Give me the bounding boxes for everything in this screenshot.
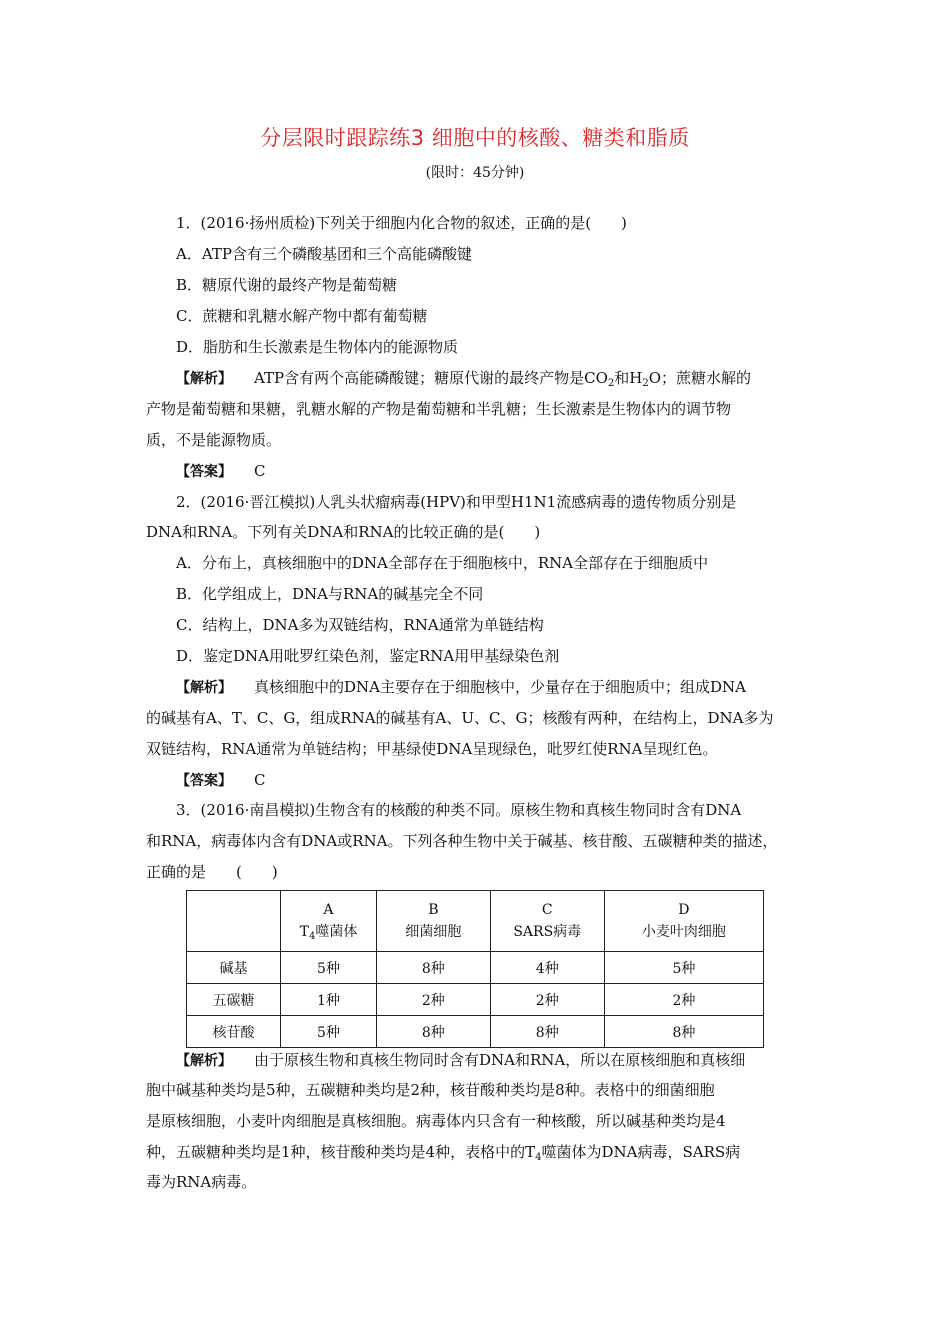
q1-option-a: A．ATP含有三个磷酸基团和三个高能磷酸键 (176, 245, 472, 263)
q3-stem: 和RNA，病毒体内含有DNA或RNA。下列各种生物中关于碱基、核苷酸、五碳糖种类的描述， (146, 832, 778, 850)
table-header-cell: A $T_4$噬菌体 (281, 891, 377, 952)
table-cell: 4种 (490, 952, 604, 984)
q2-option-a: A．分布上，真核细胞中的DNA全部存在于细胞核中，RNA全部存在于细胞质中 (176, 554, 709, 572)
q3-analysis-line: 胞中碱基种类均是5种，五碳糖种类均是2种，核苷酸种类均是8种。表格中的细菌细胞 (146, 1081, 715, 1099)
table-cell: 8种 (604, 1016, 763, 1048)
table-cell: 8种 (376, 952, 490, 984)
row-label: 核苷酸 (187, 1016, 281, 1048)
table-header-row (187, 891, 764, 952)
table-cell: 8种 (376, 1016, 490, 1048)
row-label: 碱基 (187, 952, 281, 984)
q2-answer (176, 770, 265, 791)
analysis-label: 【解析】 (176, 371, 232, 387)
q3-analysis-line: 毒为RNA病毒。 (146, 1173, 257, 1191)
table-row (187, 984, 764, 1016)
q2-analysis-line: 【解析】 真核细胞中的DNA主要存在于细胞核中，少量存在于细胞质中；组成DNA (176, 678, 746, 696)
q1-analysis-line: 【解析】 ATP含有两个高能磷酸键；糖原代谢的最终产物是$CO_2$和$H_2O$；蔗糖水解的 (176, 369, 752, 389)
q2-analysis-line: 的碱基有A、T、C、G，组成RNA的碱基有A、U、C、G；核酸有两种，在结构上，DNA多为 (146, 709, 774, 727)
q1-option-b: B．糖原代谢的最终产物是葡萄糖 (176, 276, 398, 294)
q2-option-d: D．鉴定DNA用吡罗红染色剂，鉴定RNA用甲基绿染色剂 (176, 647, 560, 665)
time-limit: (限时：45分钟) (425, 165, 525, 181)
table-cell: 1种 (281, 984, 377, 1016)
q2-stem: 2．(2016·晋江模拟)人乳头状瘤病毒(HPV)和甲型H1N1流感病毒的遗传物质分别是 (176, 493, 737, 511)
q2-option-b: B．化学组成上，DNA与RNA的碱基完全不同 (176, 585, 484, 603)
comparison-table (186, 890, 764, 1048)
q1-answer (176, 461, 265, 482)
q1-stem: 1．(2016·扬州质检)下列关于细胞内化合物的叙述，正确的是( ) (176, 214, 627, 232)
table-corner-cell (187, 891, 281, 952)
table-cell: 5种 (281, 952, 377, 984)
table-cell: 8种 (490, 1016, 604, 1048)
table-header-cell: C SARS病毒 (490, 891, 604, 952)
q3-analysis-line: 【解析】 由于原核生物和真核生物同时含有DNA和RNA，所以在原核细胞和真核细 (176, 1051, 746, 1069)
table-cell: 2种 (604, 984, 763, 1016)
table-header-cell: B 细菌细胞 (376, 891, 490, 952)
analysis-label: 【解析】 (176, 1053, 232, 1069)
page-title: 分层限时跟踪练3 细胞中的核酸、糖类和脂质 (260, 126, 690, 150)
answer-value: C (254, 462, 266, 480)
table-cell: 2种 (376, 984, 490, 1016)
q2-analysis-line: 双链结构，RNA通常为单链结构；甲基绿使DNA呈现绿色，吡罗红使RNA呈现红色。 (146, 740, 718, 758)
q2-stem: DNA和RNA。下列有关DNA和RNA的比较正确的是( ) (146, 523, 541, 541)
q1-analysis-line: 产物是葡萄糖和果糖，乳糖水解的产物是葡萄糖和半乳糖；生长激素是生物体内的调节物 (146, 400, 732, 418)
q3-stem: 3．(2016·南昌模拟)生物含有的核酸的种类不同。原核生物和真核生物同时含有DNA (176, 801, 742, 819)
answer-label: 【答案】 (176, 464, 232, 480)
q3-stem: 正确的是 ( ) (146, 863, 278, 881)
table-cell: 5种 (281, 1016, 377, 1048)
q3-analysis-line: 是原核细胞，小麦叶肉细胞是真核细胞。病毒体内只含有一种核酸，所以碱基种类均是4 (146, 1112, 726, 1130)
table-row (187, 952, 764, 984)
answer-label: 【答案】 (176, 773, 232, 789)
table-header-cell: D 小麦叶肉细胞 (604, 891, 763, 952)
answer-value: C (254, 771, 266, 789)
q3-analysis-line: 种，五碳糖种类均是1种，核苷酸种类均是4种，表格中的$T_4$噬菌体为DNA病毒，SARS病 (146, 1143, 741, 1163)
row-label: 五碳糖 (187, 984, 281, 1016)
q1-option-d: D．脂肪和生长激素是生物体内的能源物质 (176, 338, 459, 356)
q1-option-c: C．蔗糖和乳糖水解产物中都有葡萄糖 (176, 307, 428, 325)
q1-analysis-line: 质，不是能源物质。 (146, 431, 282, 449)
q2-option-c: C．结构上，DNA多为双链结构，RNA通常为单链结构 (176, 616, 544, 634)
analysis-label: 【解析】 (176, 680, 232, 696)
table-cell: 5种 (604, 952, 763, 984)
table-cell: 2种 (490, 984, 604, 1016)
table-row (187, 1016, 764, 1048)
